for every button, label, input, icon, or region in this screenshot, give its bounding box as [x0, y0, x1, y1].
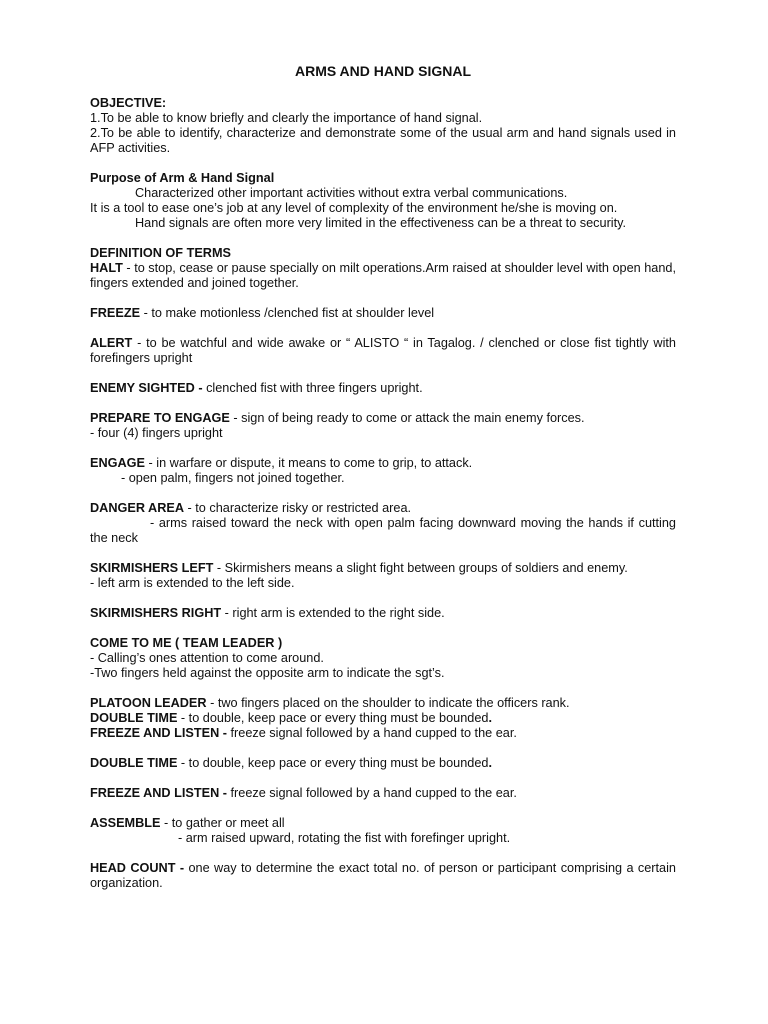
term-freeze-listen-2	[90, 786, 676, 801]
term-platoon-text: - two fingers placed on the shoulder to indicate the officers rank.	[206, 696, 570, 710]
objective-item-2: 2.To be able to identify, characterize and demonstrate some of the usual arm and hand signals used in AFP activities.	[90, 126, 676, 155]
term-double-time-2	[90, 756, 676, 771]
term-halt-label: HALT	[90, 261, 123, 275]
term-skirmishers-right	[90, 606, 676, 621]
term-assemble-sub: - arm raised upward, rotating the fist with forefinger upright.	[178, 831, 511, 845]
term-platoon-block	[90, 696, 676, 741]
term-freeze-listen-1	[90, 726, 676, 741]
term-prepare-to-engage	[90, 411, 676, 426]
term-double-time-1-label: DOUBLE TIME	[90, 711, 178, 725]
term-engage	[90, 456, 676, 471]
term-freeze-listen-2-block	[90, 786, 676, 801]
term-enemy-sighted-label: ENEMY SIGHTED -	[90, 381, 203, 395]
objective-heading: OBJECTIVE:	[90, 96, 167, 110]
term-prepare-block	[90, 411, 676, 441]
term-skirmishers-right-label: SKIRMISHERS RIGHT	[90, 606, 222, 620]
term-danger-text: - to characterize risky or restricted area.	[184, 501, 412, 515]
purpose-line-3-text: Hand signals are often more very limited in the effectiveness can be a threat to security.	[135, 216, 627, 230]
purpose-line-3	[90, 216, 676, 231]
purpose-line-2: It is a tool to ease one’s job at any level of complexity of the environment he/she is moving on.	[90, 201, 618, 215]
term-skirmishers-right-block	[90, 606, 676, 621]
term-double-time-2-text: - to double, keep pace or every thing must be bounded	[177, 756, 489, 770]
term-assemble-text: - to gather or meet all	[160, 816, 285, 830]
term-alert-text: - to be watchful and wide awake or “ ALISTO “ in Tagalog. / clenched or close fist tightly with forefingers upright	[90, 336, 676, 365]
term-enemy-sighted-text: clenched fist with three fingers upright.	[202, 381, 423, 395]
term-head-count-label: HEAD COUNT -	[90, 861, 185, 875]
term-assemble	[90, 816, 676, 831]
objective-item-1: 1.To be able to know briefly and clearly the importance of hand signal.	[90, 111, 483, 125]
term-skirmishers-left-sub: - left arm is extended to the left side.	[90, 576, 295, 590]
term-danger-sub: - arms raised toward the neck with open palm facing downward moving the hands if cutting the neck	[90, 516, 676, 545]
term-alert-label: ALERT	[90, 336, 133, 350]
term-freeze-text: - to make motionless /clenched fist at shoulder level	[140, 306, 435, 320]
term-halt-text: - to stop, cease or pause specially on milt operations.Arm raised at shoulder level with open hand, fingers extended and joined together.	[90, 261, 676, 290]
term-freeze	[90, 306, 676, 321]
document-page	[90, 63, 676, 891]
term-double-time-2-block	[90, 756, 676, 771]
purpose-heading: Purpose of Arm & Hand Signal	[90, 171, 275, 185]
term-double-time-1-text: - to double, keep pace or every thing must be bounded	[177, 711, 489, 725]
term-come-to-me-line-2: -Two fingers held against the opposite arm to indicate the sgt’s.	[90, 666, 445, 680]
term-freeze-listen-2-text: freeze signal followed by a hand cupped to the ear.	[226, 786, 517, 800]
term-engage-block	[90, 456, 676, 486]
term-prepare-text: - sign of being ready to come or attack the main enemy forces.	[229, 411, 585, 425]
term-head-count-block	[90, 861, 676, 891]
term-double-time-1	[90, 711, 676, 726]
term-assemble-label: ASSEMBLE	[90, 816, 161, 830]
term-danger-block	[90, 501, 676, 546]
term-head-count-text: one way to determine the exact total no. of person or participant comprising a certain organization.	[90, 861, 676, 890]
term-engage-label: ENGAGE	[90, 456, 145, 470]
term-prepare-sub: - four (4) fingers upright	[90, 426, 223, 440]
term-prepare-label: PREPARE TO ENGAGE	[90, 411, 230, 425]
term-double-time-2-label: DOUBLE TIME	[90, 756, 178, 770]
term-enemy-sighted-block	[90, 381, 676, 396]
term-engage-sub: - open palm, fingers not joined together.	[121, 471, 345, 485]
definitions-section	[90, 246, 676, 291]
term-halt	[90, 261, 676, 291]
term-skirmishers-left	[90, 561, 676, 576]
term-head-count	[90, 861, 676, 891]
term-freeze-listen-1-label: FREEZE AND LISTEN -	[90, 726, 227, 740]
term-skirmishers-left-label: SKIRMISHERS LEFT	[90, 561, 214, 575]
term-come-to-me-block	[90, 636, 676, 681]
term-platoon-leader	[90, 696, 676, 711]
term-freeze-listen-2-label: FREEZE AND LISTEN -	[90, 786, 227, 800]
document-title: ARMS AND HAND SIGNAL	[294, 63, 472, 79]
term-assemble-block	[90, 816, 676, 846]
term-danger-area	[90, 501, 676, 516]
term-come-to-me-label: COME TO ME ( TEAM LEADER )	[90, 636, 283, 650]
term-skirmishers-left-block	[90, 561, 676, 591]
term-freeze-label: FREEZE	[90, 306, 141, 320]
term-platoon-label: PLATOON LEADER	[90, 696, 207, 710]
purpose-line-1: Characterized other important activities without extra verbal communications.	[135, 186, 568, 200]
term-freeze-block	[90, 306, 676, 321]
term-come-to-me-line-1: - Calling’s ones attention to come around.	[90, 651, 324, 665]
term-skirmishers-right-text: - right arm is extended to the right side.	[221, 606, 445, 620]
term-engage-text: - in warfare or dispute, it means to come to grip, to attack.	[145, 456, 473, 470]
term-skirmishers-left-text: - Skirmishers means a slight fight between groups of soldiers and enemy.	[213, 561, 628, 575]
term-alert	[90, 336, 676, 366]
term-danger-label: DANGER AREA	[90, 501, 184, 515]
definitions-heading: DEFINITION OF TERMS	[90, 246, 231, 260]
term-double-time-1-end: .	[488, 711, 492, 725]
term-enemy-sighted	[90, 381, 676, 396]
term-alert-block	[90, 336, 676, 366]
term-freeze-listen-1-text: freeze signal followed by a hand cupped to the ear.	[226, 726, 517, 740]
term-double-time-2-end: .	[488, 756, 492, 770]
purpose-section	[90, 171, 676, 231]
objective-section	[90, 96, 676, 156]
